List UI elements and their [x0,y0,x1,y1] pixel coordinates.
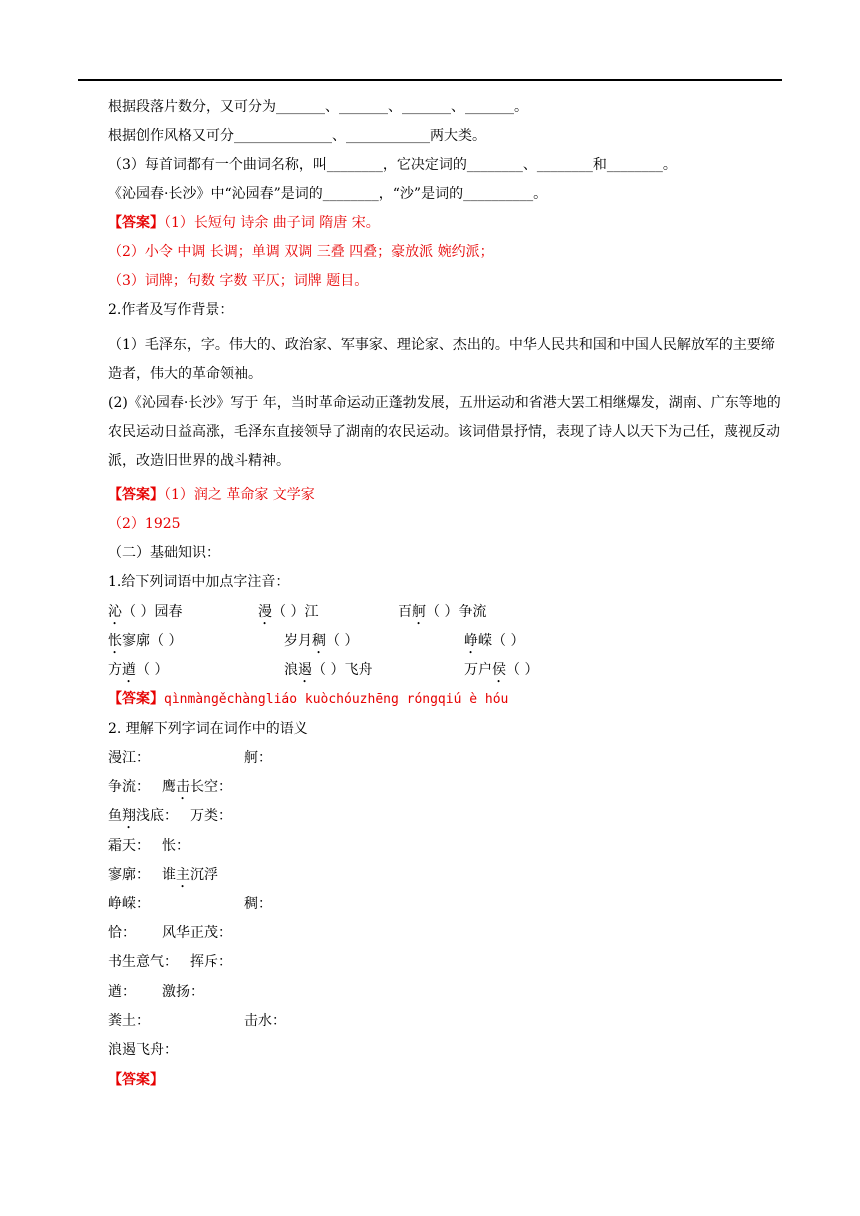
term-right: 鹰击长空： [162,779,232,796]
question-qinyuan: 《沁园春·长沙》中“沁园春”是词的________，“沙”是词的__________。 [108,186,548,202]
term-row [108,805,788,827]
term-right: 怅： [162,837,190,854]
section-heading-basics: （二）基础知识： [108,545,220,561]
answer-block-1 [108,212,380,234]
section-heading-author: 2.作者及写作背景： [108,302,234,318]
answer-author: （1）润之 革命家 文学家 [164,487,315,503]
term-row [108,1010,788,1032]
question-style: 根据创作风格又可分______________、____________两大类。 [108,128,486,144]
pinyin-item: 峥嵘（ ） [464,633,525,649]
term-right: 舸： [244,750,272,766]
pinyin-item: 浪遏（ ）飞舟 [284,662,373,678]
term-left: 浪遏飞舟： [108,1042,178,1058]
term-left: 寥廓： [108,866,150,883]
paragraph-author: （1）毛泽东，字。伟大的、政治家、军事家、理论家、杰出的。中华人民共和国和中国人民解放军的主要缔造者，伟大的革命领袖。 [108,337,775,382]
term-row [108,893,788,915]
term-right: 击水： [244,1012,286,1029]
pinyin-row-3 [108,659,788,681]
question-segments: 根据段落片数分，又可分为_______、_______、_______、_______。 [108,99,528,115]
answer-label: 【答案】 [108,691,164,707]
answer-label: 【答案】 [108,487,164,503]
pinyin-item: 怅寥廓（ ） [108,633,183,649]
term-left: 恰： [108,925,136,942]
pinyin-row-2 [108,630,788,652]
answer-label: 【答案】 [108,215,164,231]
term-right: 挥斥： [190,954,232,971]
paragraph-background: (2)《沁园春·长沙》写于 年，当时革命运动正蓬勃发展，五卅运动和省港大罢工相继爆发，湖南、广东等地的农民运动日益高涨，毛泽东直接领导了湖南的农民运动。该词借景抒情，表现了诗人以天下为己任，蔑视反动派，改造旧世界的战斗精神。 [108,395,781,469]
answer-year: （2）1925 [108,516,181,532]
term-row [108,1039,788,1061]
term-left: 遒： [108,983,136,1000]
pinyin-item: 岁月稠（ ） [284,633,359,649]
term-row [108,981,788,1003]
answer-block-2 [108,484,315,506]
term-right: 稠： [244,896,272,912]
answer-pinyin: qìnmàngěchàngliáo kuòchóuzhēng róngqiú è hóu [164,692,509,707]
term-right: 谁主沉浮 [162,866,218,883]
pinyin-item: 百舸（ ）争流 [398,604,487,620]
term-left: 书生意气： [108,954,178,971]
term-row [108,922,788,944]
pinyin-item: 漫（ ）江 [258,604,319,620]
term-left: 鱼翔浅底： [108,808,178,825]
final-answer-label: 【答案】 [108,1072,164,1088]
term-row [108,776,788,798]
term-row [108,951,788,973]
answer-2: （2）小令 中调 长调；单调 双调 三叠 四叠；豪放派 婉约派； [108,244,494,260]
term-right: 激扬： [162,983,204,1000]
term-right: 万类： [190,808,232,825]
pinyin-item: 沁（ ）园春 [108,604,183,620]
pinyin-item: 方遒（ ） [108,662,169,678]
term-row [108,747,788,769]
term-left: 争流： [108,779,150,796]
question-3: （3）每首词都有一个曲词名称，叫________，它决定词的________、________和________。 [108,157,677,173]
answer-block-pinyin [108,688,508,710]
term-left: 峥嵘： [108,896,150,912]
answer-1: （1）长短句 诗余 曲子词 隋唐 宋。 [164,215,380,231]
question-meaning-heading: 2. 理解下列字词在词作中的语义 [108,721,308,737]
pinyin-row-1 [108,601,788,623]
term-left: 霜天： [108,837,150,854]
term-left: 粪土： [108,1012,150,1029]
question-pinyin-heading: 1.给下列词语中加点字注音： [108,574,290,590]
term-left: 漫江： [108,750,150,766]
term-right: 风华正茂： [162,925,232,942]
term-row [108,835,788,857]
answer-3: （3）词牌；句数 字数 平仄；词牌 题目。 [108,273,369,289]
header-rule [78,79,782,81]
term-row [108,864,788,886]
pinyin-item: 万户侯（ ） [464,662,539,678]
